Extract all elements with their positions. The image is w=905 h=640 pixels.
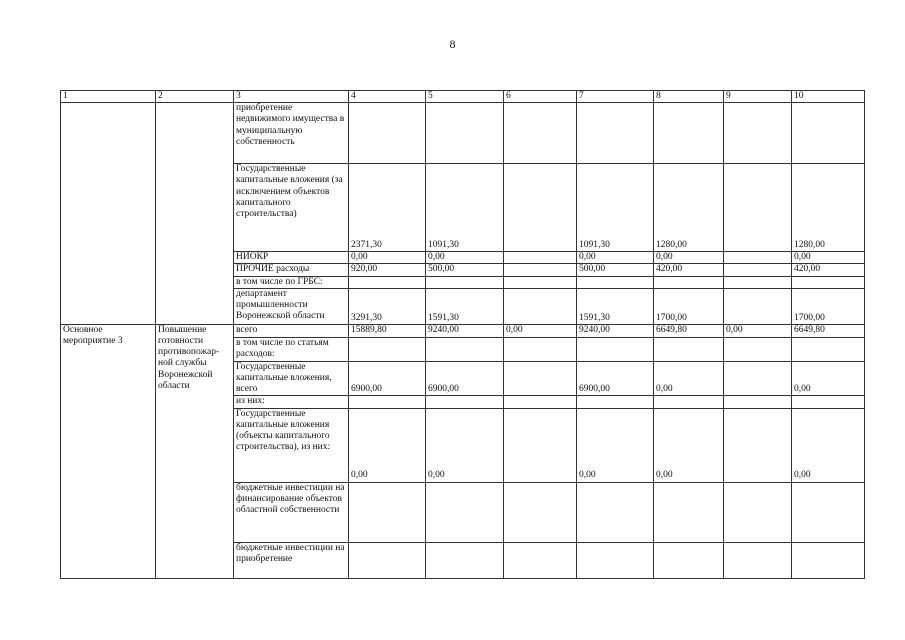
value-cell bbox=[504, 482, 577, 542]
value-cell bbox=[426, 103, 504, 164]
expense-description: бюджетные инвестиции на финансирование объектов областной собственности bbox=[234, 482, 349, 542]
value-cell: 1091,30 bbox=[426, 164, 504, 252]
value-cell bbox=[724, 361, 792, 396]
value-cell bbox=[724, 542, 792, 578]
measure-label: Основное мероприятие 3 bbox=[61, 324, 156, 578]
value-cell bbox=[504, 361, 577, 396]
value-cell bbox=[349, 542, 426, 578]
value-cell bbox=[349, 276, 426, 288]
table-row bbox=[61, 324, 865, 337]
page-number: 8 bbox=[449, 37, 456, 51]
value-cell bbox=[504, 542, 577, 578]
value-cell bbox=[504, 288, 577, 324]
value-cell bbox=[654, 482, 724, 542]
value-cell bbox=[577, 276, 654, 288]
value-cell bbox=[792, 103, 865, 164]
value-cell bbox=[504, 103, 577, 164]
value-cell: 3291,30 bbox=[349, 288, 426, 324]
value-cell bbox=[724, 337, 792, 361]
value-cell bbox=[792, 337, 865, 361]
value-cell: 0,00 bbox=[426, 408, 504, 482]
value-cell: 9240,00 bbox=[426, 324, 504, 337]
value-cell: 6649,80 bbox=[792, 324, 865, 337]
value-cell bbox=[654, 103, 724, 164]
expense-description: из них: bbox=[234, 396, 349, 408]
value-cell bbox=[724, 482, 792, 542]
header-cell: 7 bbox=[577, 91, 654, 103]
value-cell: 15889,80 bbox=[349, 324, 426, 337]
value-cell bbox=[426, 482, 504, 542]
expense-description: приобретение недвижимого имущества в муниципальную собственность bbox=[234, 103, 349, 164]
value-cell bbox=[654, 396, 724, 408]
value-cell: 0,00 bbox=[577, 408, 654, 482]
value-cell: 500,00 bbox=[577, 264, 654, 276]
header-cell: 10 bbox=[792, 91, 865, 103]
header-cell: 5 bbox=[426, 91, 504, 103]
value-cell: 0,00 bbox=[349, 408, 426, 482]
value-cell bbox=[724, 103, 792, 164]
value-cell: 0,00 bbox=[792, 408, 865, 482]
value-cell bbox=[654, 276, 724, 288]
header-cell: 2 bbox=[156, 91, 234, 103]
header-cell: 3 bbox=[234, 91, 349, 103]
value-cell: 0,00 bbox=[792, 361, 865, 396]
value-cell bbox=[504, 264, 577, 276]
value-cell: 0,00 bbox=[654, 408, 724, 482]
measure-title: Повышение готовности противопожар-ной службы Воронежской области bbox=[156, 324, 234, 578]
value-cell bbox=[504, 396, 577, 408]
value-cell: 420,00 bbox=[654, 264, 724, 276]
value-cell bbox=[792, 542, 865, 578]
value-cell bbox=[577, 337, 654, 361]
value-cell: 1280,00 bbox=[792, 164, 865, 252]
value-cell: 1700,00 bbox=[654, 288, 724, 324]
value-cell: 6649,80 bbox=[654, 324, 724, 337]
value-cell bbox=[426, 396, 504, 408]
value-cell bbox=[724, 396, 792, 408]
section-a-col2 bbox=[156, 103, 234, 325]
value-cell: 0,00 bbox=[792, 252, 865, 264]
value-cell: 1091,30 bbox=[577, 164, 654, 252]
value-cell bbox=[426, 542, 504, 578]
value-cell: 1591,30 bbox=[577, 288, 654, 324]
value-cell bbox=[792, 482, 865, 542]
value-cell: 6900,00 bbox=[349, 361, 426, 396]
value-cell: 6900,00 bbox=[426, 361, 504, 396]
value-cell bbox=[577, 103, 654, 164]
value-cell bbox=[504, 276, 577, 288]
header-cell: 4 bbox=[349, 91, 426, 103]
value-cell: 0,00 bbox=[426, 252, 504, 264]
value-cell: 500,00 bbox=[426, 264, 504, 276]
value-cell: 0,00 bbox=[504, 324, 577, 337]
expense-description: Государственные капитальные вложения (объекты капитального строительства), из них: bbox=[234, 408, 349, 482]
value-cell bbox=[577, 482, 654, 542]
expense-description: бюджетные инвестиции на приобретение bbox=[234, 542, 349, 578]
table-row bbox=[61, 103, 865, 164]
value-cell: 920,00 bbox=[349, 264, 426, 276]
header-cell: 1 bbox=[61, 91, 156, 103]
value-cell: 6900,00 bbox=[577, 361, 654, 396]
value-cell bbox=[349, 396, 426, 408]
value-cell bbox=[504, 252, 577, 264]
value-cell bbox=[724, 288, 792, 324]
value-cell bbox=[577, 396, 654, 408]
value-cell bbox=[504, 164, 577, 252]
value-cell bbox=[724, 264, 792, 276]
header-row bbox=[61, 91, 865, 103]
expense-description: в том числе по статьям расходов: bbox=[234, 337, 349, 361]
expense-description: Государственные капитальные вложения (за исключением объектов капитального строительства) bbox=[234, 164, 349, 252]
value-cell: 0,00 bbox=[724, 324, 792, 337]
expense-description: ПРОЧИЕ расходы bbox=[234, 264, 349, 276]
value-cell bbox=[504, 408, 577, 482]
header-cell: 9 bbox=[724, 91, 792, 103]
value-cell: 9240,00 bbox=[577, 324, 654, 337]
value-cell bbox=[724, 408, 792, 482]
value-cell: 0,00 bbox=[654, 361, 724, 396]
value-cell bbox=[654, 542, 724, 578]
expense-description: департамент промышленности Воронежской области bbox=[234, 288, 349, 324]
expense-description: НИОКР bbox=[234, 252, 349, 264]
value-cell bbox=[792, 396, 865, 408]
value-cell bbox=[349, 103, 426, 164]
header-cell: 6 bbox=[504, 91, 577, 103]
value-cell bbox=[426, 276, 504, 288]
value-cell bbox=[724, 276, 792, 288]
value-cell: 2371,30 bbox=[349, 164, 426, 252]
value-cell bbox=[349, 337, 426, 361]
value-cell: 420,00 bbox=[792, 264, 865, 276]
value-cell: 0,00 bbox=[654, 252, 724, 264]
value-cell bbox=[349, 482, 426, 542]
value-cell bbox=[654, 337, 724, 361]
budget-table-body bbox=[61, 91, 865, 579]
value-cell: 0,00 bbox=[577, 252, 654, 264]
budget-table bbox=[60, 90, 865, 579]
value-cell: 0,00 bbox=[349, 252, 426, 264]
value-cell bbox=[724, 164, 792, 252]
expense-description: Государственные капитальные вложения, всего bbox=[234, 361, 349, 396]
expense-description: в том числе по ГРБС: bbox=[234, 276, 349, 288]
expense-description: всего bbox=[234, 324, 349, 337]
header-cell: 8 bbox=[654, 91, 724, 103]
value-cell bbox=[577, 542, 654, 578]
value-cell: 1591,30 bbox=[426, 288, 504, 324]
section-a-col1 bbox=[61, 103, 156, 325]
value-cell: 1280,00 bbox=[654, 164, 724, 252]
value-cell: 1700,00 bbox=[792, 288, 865, 324]
value-cell bbox=[504, 337, 577, 361]
value-cell bbox=[724, 252, 792, 264]
value-cell bbox=[426, 337, 504, 361]
value-cell bbox=[792, 276, 865, 288]
